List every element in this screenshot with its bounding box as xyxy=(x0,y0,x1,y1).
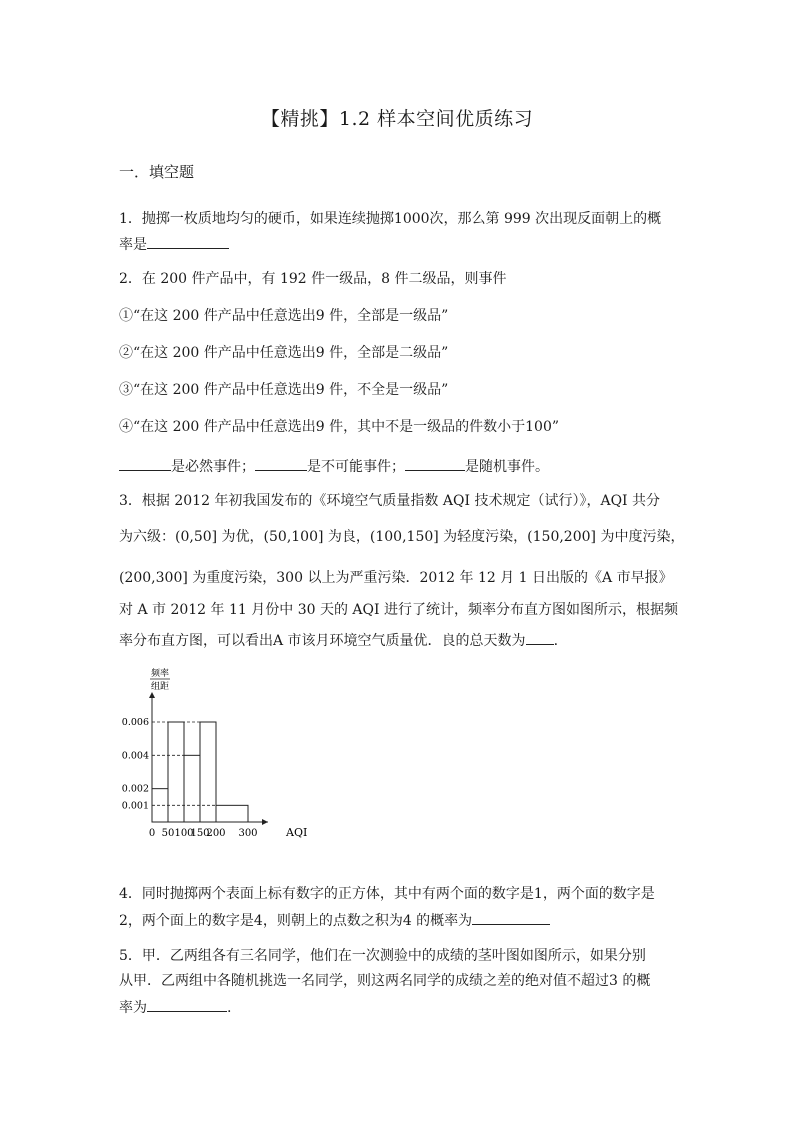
ylabel-top: 频率 xyxy=(150,669,170,679)
q3-text: 率分布直方图，可以看出A 市该月环境空气质量优．良的总天数为 xyxy=(119,633,526,649)
q5-line-3 xyxy=(119,996,231,1018)
q1-line-1: 1．抛掷一枚质地均匀的硬币，如果连续抛掷1000次，那么第 999 次出现反面朝上的概 xyxy=(119,211,662,227)
histogram-bar xyxy=(216,805,248,822)
q2-answer-2: 是不可能事件； xyxy=(307,459,405,475)
x-axis-label: AQI xyxy=(286,826,308,839)
q2-answer-1: 是必然事件； xyxy=(171,459,255,475)
x-tick-label: 50 xyxy=(161,828,175,839)
q3-end: . xyxy=(553,633,559,649)
q4-answer-blank[interactable] xyxy=(472,909,550,925)
q2-event-4: ④“在这 200 件产品中任意选出9 件，其中不是一级品的件数小于100” xyxy=(119,419,560,435)
q1-text: 率是 xyxy=(119,237,147,253)
q2-event-3: ③“在这 200 件产品中任意选出9 件，不全是一级品” xyxy=(119,382,449,398)
q5-answer-blank[interactable] xyxy=(147,996,227,1012)
q5-end: . xyxy=(227,1000,232,1016)
q2-event-2: ②“在这 200 件产品中任意选出9 件，全部是二级品” xyxy=(119,345,449,361)
x-tick-label: 300 xyxy=(238,828,258,839)
q1-line-2 xyxy=(119,233,229,255)
y-tick-label: 0.002 xyxy=(121,783,149,795)
histogram-bar xyxy=(184,755,200,822)
y-axis-arrow xyxy=(149,692,155,698)
x-axis-arrow xyxy=(262,819,268,825)
q2-blank-1[interactable] xyxy=(119,455,171,471)
page-title: 【精挑】1.2 样本空间优质练习 xyxy=(260,108,534,130)
section-heading: 一．填空题 xyxy=(119,163,195,181)
x-tick-label: 150 xyxy=(190,828,210,839)
q1-answer-blank[interactable] xyxy=(147,233,229,249)
x-tick-label: 100 xyxy=(174,828,194,839)
q2-line-1: 2．在 200 件产品中，有 192 件一级品，8 件二级品，则事件 xyxy=(119,271,507,287)
histogram-bar xyxy=(200,722,216,822)
q2-answer-3: 是随机事件。 xyxy=(465,459,549,475)
q5-line-1: 5．甲．乙两组各有三名同学，他们在一次测验中的成绩的茎叶图如图所示，如果分别 xyxy=(119,948,646,964)
q3-line-5 xyxy=(119,629,558,651)
q2-answer-line xyxy=(119,455,549,477)
histogram-bar xyxy=(168,722,184,822)
q4-text: 2，两个面上的数字是4，则朝上的点数之积为4 的概率为 xyxy=(119,913,473,929)
x-tick-label: 0 xyxy=(148,828,156,839)
aqi-histogram xyxy=(118,664,318,864)
q4-line-2 xyxy=(119,909,550,931)
q3-line-4: 对 A 市 2012 年 11 月份中 30 天的 AQI 进行了统计，频率分布直方图如图所示，根据频 xyxy=(119,602,678,618)
q3-line-3: (200,300] 为重度污染，300 以上为严重污染．2012 年 12 月 1 日出版的《A 市早报》 xyxy=(119,570,673,586)
q3-answer-blank[interactable] xyxy=(526,629,554,645)
y-tick-label: 0.001 xyxy=(121,800,149,812)
x-tick-label: 200 xyxy=(206,828,226,839)
y-tick-label: 0.006 xyxy=(121,716,149,728)
q2-blank-2[interactable] xyxy=(255,455,307,471)
y-tick-label: 0.004 xyxy=(121,750,149,762)
q4-line-1: 4．同时抛掷两个表面上标有数字的正方体，其中有两个面的数字是1，两个面的数字是 xyxy=(119,886,655,902)
q5-line-2: 从甲．乙两组中各随机挑选一名同学，则这两名同学的成绩之差的绝对值不超过3 的概 xyxy=(119,973,651,989)
q2-event-1: ①“在这 200 件产品中任意选出9 件，全部是一级品” xyxy=(119,308,449,324)
ylabel-bottom: 组距 xyxy=(150,682,170,692)
q3-line-2: 为六级：(0,50] 为优，(50,100] 为良，(100,150] 为轻度污染，(150,200] 为中度污染， xyxy=(119,529,685,545)
histogram-plot xyxy=(122,667,308,839)
q3-line-1: 3．根据 2012 年初我国发布的《环境空气质量指数 AQI 技术规定（试行）》，AQI 共分 xyxy=(119,493,661,509)
q2-blank-3[interactable] xyxy=(405,455,465,471)
q5-text: 率为 xyxy=(119,1000,147,1016)
